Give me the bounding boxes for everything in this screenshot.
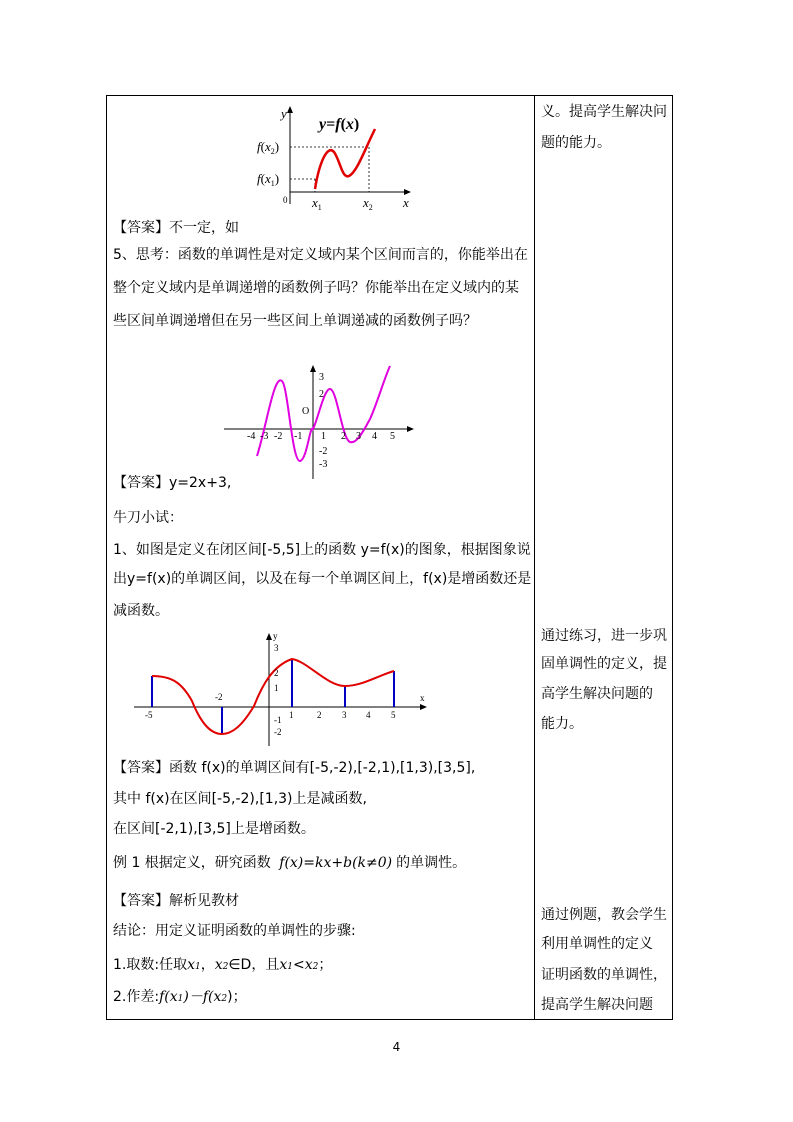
example-formula: f(x)=kx+b(k≠0) (279, 855, 393, 871)
xtick: -3 (260, 431, 269, 442)
column-divider (534, 96, 535, 1019)
answer-4: 【答案】解析见教材 (113, 893, 239, 909)
origin-label: 0 (283, 195, 288, 205)
page-number: 4 (392, 1040, 401, 1054)
right-note-2-line-3: 高学生解决问题的 (541, 686, 653, 702)
origin-label: O (302, 406, 310, 417)
label-x1: $x_1$ (312, 195, 322, 212)
example-prefix: 例 1 根据定义，研究函数 (113, 855, 271, 871)
question-1-line-2: 出y=f(x)的单调区间，以及在每一个单调区间上，f(x)是增函数还是 (113, 571, 532, 587)
answer-1: 【答案】不一定，如 (113, 220, 239, 236)
think-line-2: 整个定义域内是单调递增的函数例子吗？你能举出在定义域内的某 (113, 280, 519, 296)
graph-monotonic-example (257, 104, 427, 224)
right-note-3-line-2: 利用单调性的定义 (541, 936, 653, 952)
xtick: -2 (274, 431, 283, 442)
right-note-2-line-2: 固单调性的定义，提 (541, 656, 667, 672)
xtick: 3 (342, 710, 347, 720)
question-1-line-1: 1、如图是定义在闭区间[-5,5]上的函数 y=f(x)的图象，根据图象说 (113, 542, 531, 558)
xtick: 5 (391, 710, 396, 720)
y-axis-label: y (281, 106, 287, 121)
example-1 (113, 853, 466, 873)
answer-2: 【答案】y=2x+3, (113, 475, 232, 491)
ytick: -3 (319, 459, 328, 470)
right-note-3-line-4: 提高学生解决问题 (541, 997, 653, 1013)
xtick: 3 (356, 431, 361, 442)
xtick: 5 (390, 431, 395, 442)
xtick: 1 (321, 431, 326, 442)
ytick: 1 (274, 683, 279, 693)
ytick: -1 (274, 715, 282, 725)
graph-interval-example (132, 631, 432, 751)
think-line-1: 5、思考：函数的单调性是对定义域内某个区间而言的，你能举出在 (113, 247, 528, 263)
xtick: 2 (341, 431, 346, 442)
right-note-3-line-1: 通过例题，教会学生 (541, 907, 667, 923)
x-axis-label: x (420, 693, 425, 703)
conclusion: 结论：用定义证明函数的单调性的步骤: (113, 923, 356, 939)
graph-sine-example (222, 364, 422, 482)
think-line-3: 些区间单调递增但在另一些区间上单调递减的函数例子吗？ (113, 313, 477, 329)
y-axis-label: y (273, 631, 278, 641)
right-note-2-line-1: 通过练习，进一步巩 (541, 628, 667, 644)
label-fx2: $f(x_2)$ (257, 139, 280, 156)
xtick: -4 (247, 431, 256, 442)
answer-3-line-2: 其中 f(x)在区间[-5,-2),[1,3)上是减函数, (113, 791, 367, 807)
xtick: -5 (145, 710, 153, 720)
xtick: 1 (289, 710, 294, 720)
x-axis-label: x (403, 195, 409, 210)
ytick: 2 (274, 668, 279, 678)
curve-piecewise (152, 659, 394, 734)
xtick: -2 (215, 692, 223, 702)
right-note-2-line-4: 能力。 (541, 716, 583, 732)
right-note-1-line-1: 义。提高学生解决问 (541, 104, 667, 120)
y-tick-labels (274, 643, 282, 737)
ytick: -2 (274, 727, 282, 737)
ytick: -2 (319, 446, 328, 457)
ytick: 3 (319, 372, 324, 383)
curve-fx (315, 129, 375, 189)
xtick: 4 (366, 710, 371, 720)
right-note-3-line-3: 证明函数的单调性， (541, 967, 667, 983)
step-1: 1.取数:任取x1，x2∈D，且x1<x2； (113, 957, 333, 973)
x-tick-labels (145, 692, 396, 720)
label-fx1: $f(x_1)$ (257, 171, 280, 188)
question-1-line-3: 减函数。 (113, 603, 169, 619)
func-label: y=f(x) (319, 116, 360, 133)
xtick: 2 (317, 710, 322, 720)
xtick: 4 (372, 431, 377, 442)
xtick: -1 (294, 431, 303, 442)
step-2: 2.作差:f(x1)－f(x2)； (113, 989, 247, 1005)
label-x2: $x_2$ (363, 195, 373, 212)
ytick: 3 (274, 643, 279, 653)
answer-3-line-3: 在区间[-2,1),[3,5]上是增函数。 (113, 821, 315, 837)
answer-3-line-1: 【答案】函数 f(x)的单调区间有[-5,-2),[-2,1),[1,3),[3,5], (113, 760, 476, 776)
lesson-table (106, 95, 673, 1020)
x-tick-labels (247, 431, 395, 442)
example-suffix: 的单调性。 (396, 855, 467, 871)
y-tick-labels (319, 372, 327, 470)
ytick: 2 (319, 389, 324, 400)
right-note-1-line-2: 题的能力。 (541, 135, 611, 151)
trial-title: 牛刀小试： (113, 510, 183, 526)
